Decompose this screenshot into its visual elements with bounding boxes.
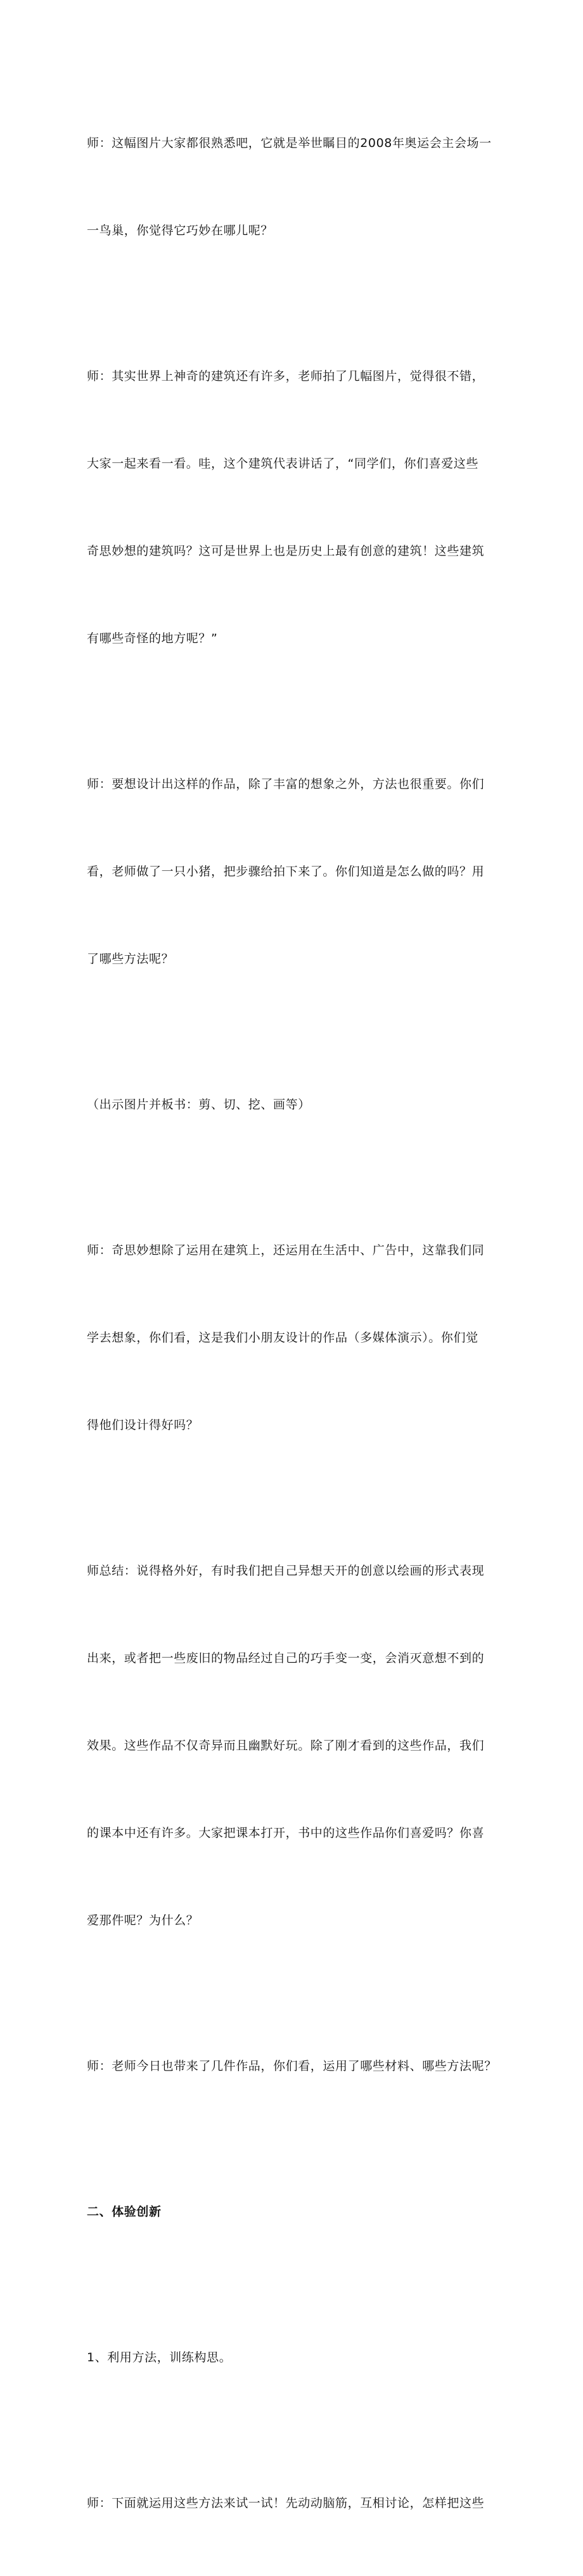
section-heading-text: 二、体验创新	[87, 2205, 162, 2219]
text-line: 师：要想设计出这样的作品，除了丰富的想象之外，方法也很重要。你们	[87, 777, 485, 791]
section-heading	[87, 2139, 511, 2285]
paragraph-methods	[87, 711, 511, 1032]
document-body	[87, 70, 511, 2576]
text-line: 看，老师做了一只小猪，把步骤给拍下来了。你们知道是怎么做的吗？用	[87, 865, 485, 879]
text-line: 的课本中还有许多。大家把课本打开，书中的这些作品你们喜爱吗？你喜	[87, 1826, 485, 1840]
paragraph-bird-nest	[87, 70, 511, 303]
text-line: 师：其实世界上神奇的建筑还有许多，老师拍了几幅图片，觉得很不错，	[87, 369, 485, 383]
paragraph-board-note	[87, 1032, 511, 1177]
text-line: 师总结：说得格外好，有时我们把自己异想天开的创意以绘画的形式表现	[87, 1564, 485, 1578]
text-line: 师：这幅图片大家都很熟悉吧，它就是举世瞩目的2008年奥运会主会场一	[87, 136, 492, 150]
text-line: 效果。这些作品不仅奇异而且幽默好玩。除了刚才看到的这些作品，我们	[87, 1739, 485, 1753]
paragraph-summary	[87, 1498, 511, 1993]
text-line: 大家一起来看一看。哇，这个建筑代表讲话了，“同学们，你们喜爱这些	[87, 457, 479, 471]
text-line: （出示图片并板书：剪、切、挖、画等）	[87, 1098, 311, 1112]
text-line: 了哪些方法呢？	[87, 952, 174, 966]
text-line: 奇思妙想的建筑吗？这可是世界上也是历史上最有创意的建筑！这些建筑	[87, 544, 485, 558]
text-line: 得他们设计得好吗？	[87, 1418, 199, 1432]
text-line: 爱那件呢？为什么？	[87, 1913, 199, 1927]
text-line: 师：老师今日也带来了几件作品，你们看，运用了哪些材料、哪些方法呢？	[87, 2059, 497, 2073]
text-line: 一鸟巢，你觉得它巧妙在哪儿呢？	[87, 224, 274, 238]
paragraph-student-works	[87, 1177, 511, 1498]
paragraph-teacher-works	[87, 1993, 511, 2139]
text-line: 师：下面就运用这些方法来试一试！先动动脑筋，互相讨论，怎样把这些	[87, 2496, 485, 2510]
text-line: 有哪些奇怪的地方呢？”	[87, 631, 218, 645]
subsection-title	[87, 2285, 511, 2430]
text-line: 出来，或者把一些废旧的物品经过自己的巧手变一变，会消灭意想不到的	[87, 1651, 485, 1665]
paragraph-buildings	[87, 303, 511, 711]
paragraph-try-methods	[87, 2430, 511, 2576]
text-line: 师：奇思妙想除了运用在建筑上，还运用在生活中、广告中，这靠我们同	[87, 1243, 485, 1257]
text-line: 学去想象，你们看，这是我们小朋友设计的作品（多媒体演示）。你们觉	[87, 1331, 478, 1345]
subsection-title-text: 1、利用方法，训练构思。	[87, 2351, 232, 2364]
